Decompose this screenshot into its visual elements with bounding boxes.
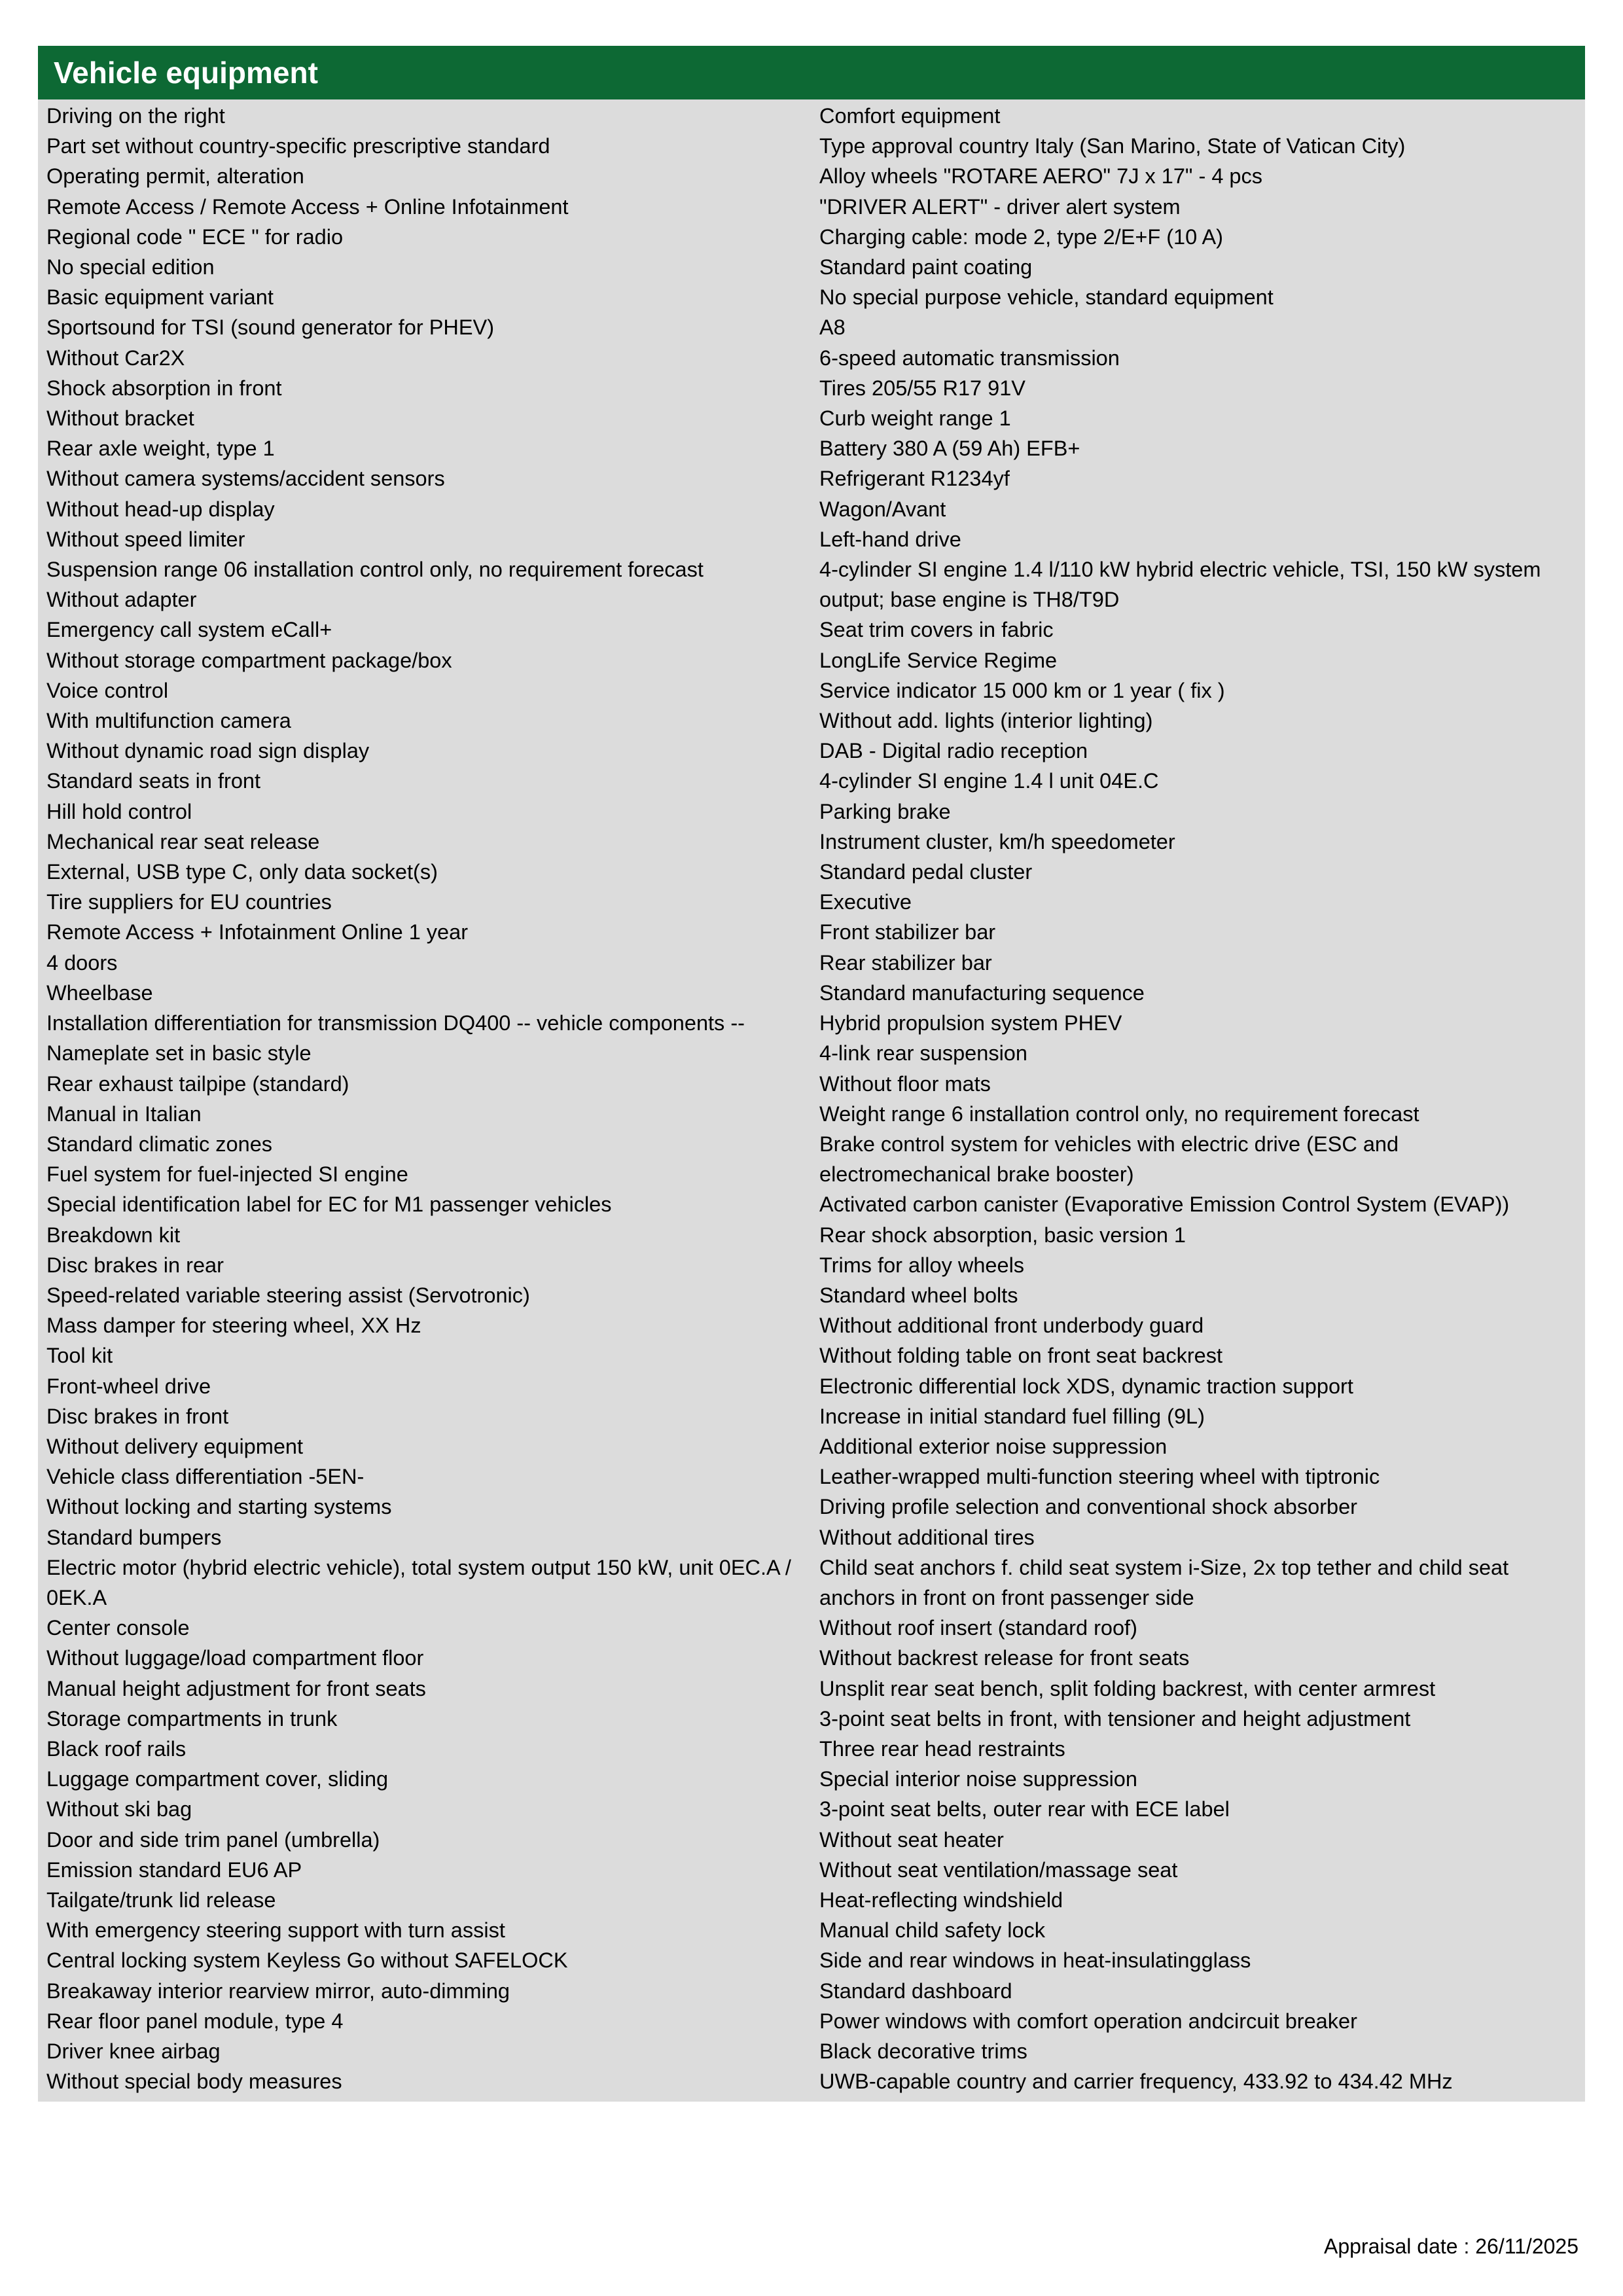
equipment-item: Without floor mats [819, 1071, 991, 1096]
equipment-item: Child seat anchors f. child seat system i-Size, 2x top tether and child seat anchors in front on front passenger side [819, 1555, 1509, 1609]
equipment-item: 4-link rear suspension [819, 1041, 1027, 1066]
equipment-item: Without roof insert (standard roof) [819, 1616, 1137, 1640]
equipment-item: Without head-up display [46, 497, 275, 521]
equipment-item: Standard dashboard [819, 1979, 1012, 2003]
equipment-item: Manual in Italian [46, 1102, 202, 1126]
equipment-item: With emergency steering support with turn assist [46, 1918, 505, 1943]
equipment-item: Left-hand drive [819, 527, 961, 551]
equipment-item: Standard climatic zones [46, 1132, 273, 1156]
equipment-item: Without seat ventilation/massage seat [819, 1857, 1178, 1882]
equipment-item: Without backrest release for front seats [819, 1646, 1190, 1670]
equipment-item: Fuel system for fuel-injected SI engine [46, 1162, 408, 1187]
equipment-column-left [38, 101, 812, 2096]
equipment-item: Without add. lights (interior lighting) [819, 709, 1153, 733]
equipment-item: A8 [819, 315, 846, 340]
equipment-item: Disc brakes in rear [46, 1253, 224, 1277]
equipment-item: Standard wheel bolts [819, 1283, 1018, 1307]
equipment-item: Front-wheel drive [46, 1374, 211, 1398]
equipment-item: No special purpose vehicle, standard equipment [819, 285, 1274, 310]
equipment-item: Regional code " ECE " for radio [46, 224, 344, 249]
equipment-item: Driving profile selection and conventional shock absorber [819, 1495, 1357, 1519]
equipment-item: Tailgate/trunk lid release [46, 1888, 276, 1912]
equipment-item: Without locking and starting systems [46, 1495, 392, 1519]
equipment-item: Manual height adjustment for front seats [46, 1676, 426, 1700]
equipment-item: Tool kit [46, 1344, 113, 1368]
equipment-item: Without additional front underbody guard [819, 1314, 1204, 1338]
equipment-item: Without delivery equipment [46, 1434, 303, 1458]
vehicle-equipment-section [38, 46, 1585, 2102]
equipment-item: No special edition [46, 255, 215, 279]
equipment-item: Special interior noise suppression [819, 1767, 1137, 1791]
equipment-item: Rear axle weight, type 1 [46, 437, 275, 461]
equipment-item: Disc brakes in front [46, 1404, 229, 1428]
equipment-item: Emission standard EU6 AP [46, 1857, 302, 1882]
equipment-item: Curb weight range 1 [819, 406, 1011, 431]
equipment-item: Standard paint coating [819, 255, 1033, 279]
equipment-item: Basic equipment variant [46, 285, 274, 310]
equipment-item: Suspension range 06 installation control only, no requirement forecast [46, 558, 704, 582]
equipment-item: Remote Access / Remote Access + Online Infotainment [46, 194, 569, 219]
equipment-item: Central locking system Keyless Go without SAFELOCK [46, 1948, 568, 1973]
equipment-item: Tire suppliers for EU countries [46, 890, 332, 914]
equipment-item: Rear stabilizer bar [819, 950, 992, 975]
equipment-item: Electric motor (hybrid electric vehicle), total system output 150 kW, unit 0EC.A / 0EK.A [46, 1555, 791, 1609]
equipment-item: With multifunction camera [46, 709, 291, 733]
equipment-item: Without luggage/load compartment floor [46, 1646, 424, 1670]
equipment-item: Operating permit, alteration [46, 164, 304, 188]
equipment-item: Additional exterior noise suppression [819, 1434, 1168, 1458]
equipment-item: Parking brake [819, 799, 951, 823]
equipment-item: Alloy wheels "ROTARE AERO" 7J x 17" - 4 pcs [819, 164, 1263, 188]
equipment-item: Instrument cluster, km/h speedometer [819, 829, 1175, 853]
equipment-item: Standard pedal cluster [819, 860, 1033, 884]
equipment-item: Increase in initial standard fuel filling (9L) [819, 1404, 1205, 1428]
equipment-item: Side and rear windows in heat-insulatingglass [819, 1948, 1251, 1973]
equipment-item: "DRIVER ALERT" - driver alert system [819, 194, 1181, 219]
equipment-item: Center console [46, 1616, 190, 1640]
equipment-item: Heat-reflecting windshield [819, 1888, 1063, 1912]
equipment-item: Hybrid propulsion system PHEV [819, 1011, 1122, 1035]
equipment-item: Installation differentiation for transmission DQ400 -- vehicle components -- [46, 1011, 745, 1035]
equipment-item: External, USB type C, only data socket(s) [46, 860, 438, 884]
equipment-item: 3-point seat belts, outer rear with ECE label [819, 1797, 1230, 1821]
equipment-item: Driver knee airbag [46, 2039, 221, 2063]
equipment-item: Nameplate set in basic style [46, 1041, 312, 1066]
equipment-item: Wheelbase [46, 980, 153, 1005]
equipment-item: Without storage compartment package/box [46, 648, 452, 672]
equipment-item: Speed-related variable steering assist (Servotronic) [46, 1283, 530, 1307]
equipment-column-right [812, 101, 1585, 2096]
equipment-item: Without bracket [46, 406, 194, 431]
equipment-item: Storage compartments in trunk [46, 1706, 338, 1731]
section-title: Vehicle equipment [38, 46, 1585, 99]
equipment-item: Type approval country Italy (San Marino, State of Vatican City) [819, 134, 1406, 158]
equipment-item: Without Car2X [46, 346, 185, 370]
equipment-item: Three rear head restraints [819, 1736, 1065, 1761]
equipment-item: 3-point seat belts in front, with tensioner and height adjustment [819, 1706, 1411, 1731]
equipment-item: LongLife Service Regime [819, 648, 1058, 672]
equipment-item: Weight range 6 installation control only, no requirement forecast [819, 1102, 1419, 1126]
equipment-item: 6-speed automatic transmission [819, 346, 1120, 370]
equipment-item: Breakdown kit [46, 1223, 181, 1247]
equipment-item: Sportsound for TSI (sound generator for PHEV) [46, 315, 495, 340]
equipment-item: Leather-wrapped multi-function steering wheel with tiptronic [819, 1465, 1380, 1489]
equipment-item: Mass damper for steering wheel, XX Hz [46, 1314, 421, 1338]
equipment-item: Rear floor panel module, type 4 [46, 2009, 344, 2033]
equipment-item: Breakaway interior rearview mirror, auto-dimming [46, 1979, 510, 2003]
equipment-item: Refrigerant R1234yf [819, 467, 1010, 491]
equipment-item: Rear exhaust tailpipe (standard) [46, 1071, 349, 1096]
equipment-item: Standard manufacturing sequence [819, 980, 1145, 1005]
equipment-item: Without dynamic road sign display [46, 739, 370, 763]
equipment-item: Seat trim covers in fabric [819, 618, 1054, 642]
equipment-item: Electronic differential lock XDS, dynamic traction support [819, 1374, 1353, 1398]
equipment-item: Without special body measures [46, 2070, 342, 2094]
equipment-item: Battery 380 A (59 Ah) EFB+ [819, 437, 1080, 461]
equipment-item: Shock absorption in front [46, 376, 282, 400]
equipment-item: Trims for alloy wheels [819, 1253, 1025, 1277]
equipment-item: Tires 205/55 R17 91V [819, 376, 1026, 400]
equipment-item: Voice control [46, 678, 169, 702]
equipment-item: Special identification label for EC for M1 passenger vehicles [46, 1193, 612, 1217]
equipment-item: Power windows with comfort operation andcircuit breaker [819, 2009, 1357, 2033]
equipment-item: Comfort equipment [819, 104, 1001, 128]
appraisal-date: Appraisal date : 26/11/2025 [1323, 2234, 1578, 2258]
equipment-item: Without adapter [46, 588, 197, 612]
equipment-item: Manual child safety lock [819, 1918, 1046, 1943]
equipment-item: Wagon/Avant [819, 497, 946, 521]
equipment-item: Charging cable: mode 2, type 2/E+F (10 A) [819, 224, 1223, 249]
equipment-item: Remote Access + Infotainment Online 1 year [46, 920, 469, 944]
equipment-item: Standard seats in front [46, 769, 260, 793]
equipment-item: Activated carbon canister (Evaporative Emission Control System (EVAP)) [819, 1193, 1510, 1217]
equipment-item: Without folding table on front seat backrest [819, 1344, 1223, 1368]
equipment-item: DAB - Digital radio reception [819, 739, 1088, 763]
equipment-item: Emergency call system eCall+ [46, 618, 332, 642]
equipment-item: Without seat heater [819, 1827, 1004, 1852]
equipment-item: Without additional tires [819, 1525, 1035, 1549]
equipment-item: Vehicle class differentiation -5EN- [46, 1465, 365, 1489]
equipment-item: Without ski bag [46, 1797, 192, 1821]
equipment-item: Executive [819, 890, 912, 914]
equipment-item: Service indicator 15 000 km or 1 year ( fix ) [819, 678, 1225, 702]
equipment-item: Black roof rails [46, 1736, 187, 1761]
equipment-item: Brake control system for vehicles with electric drive (ESC and electromechanical brake booster) [819, 1132, 1399, 1187]
equipment-item: Unsplit rear seat bench, split folding backrest, with center armrest [819, 1676, 1436, 1700]
equipment-item: Rear shock absorption, basic version 1 [819, 1223, 1186, 1247]
equipment-item: Luggage compartment cover, sliding [46, 1767, 389, 1791]
equipment-item: Without speed limiter [46, 527, 245, 551]
equipment-item: Part set without country-specific prescriptive standard [46, 134, 550, 158]
equipment-item: Standard bumpers [46, 1525, 222, 1549]
equipment-item: 4-cylinder SI engine 1.4 l/110 kW hybrid electric vehicle, TSI, 150 kW system output; base engine is TH8/T9D [819, 558, 1541, 612]
equipment-item: Without camera systems/accident sensors [46, 467, 445, 491]
equipment-item: Black decorative trims [819, 2039, 1027, 2063]
equipment-item: UWB-capable country and carrier frequency, 433.92 to 434.42 MHz [819, 2070, 1453, 2094]
equipment-item: 4 doors [46, 950, 118, 975]
equipment-list [38, 99, 1585, 2102]
equipment-item: Driving on the right [46, 104, 225, 128]
equipment-item: Front stabilizer bar [819, 920, 996, 944]
equipment-item: Mechanical rear seat release [46, 829, 320, 853]
equipment-item: Hill hold control [46, 799, 192, 823]
equipment-item: 4-cylinder SI engine 1.4 l unit 04E.C [819, 769, 1159, 793]
equipment-item: Door and side trim panel (umbrella) [46, 1827, 380, 1852]
